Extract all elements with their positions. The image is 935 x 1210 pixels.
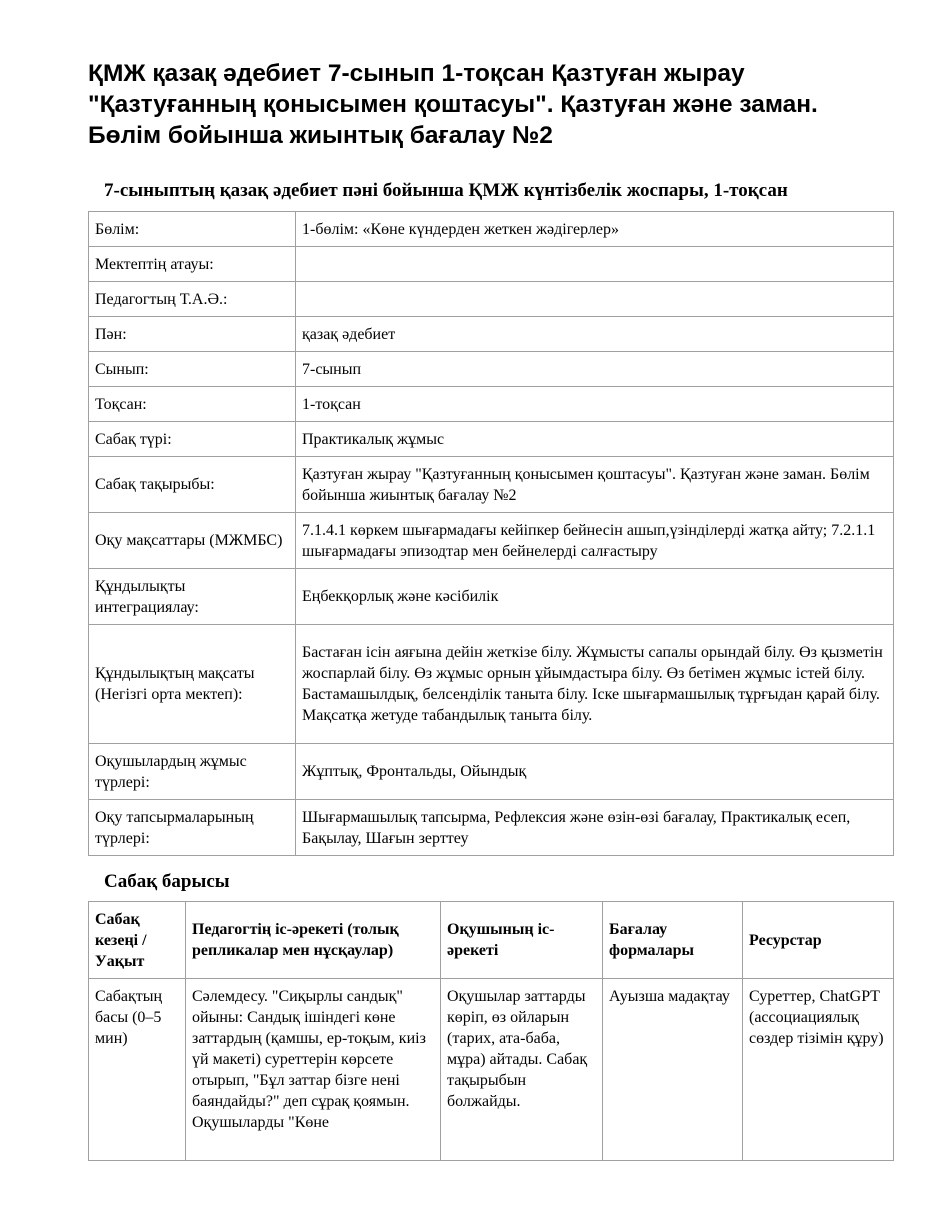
header-resources: Ресурстар bbox=[743, 902, 894, 979]
info-row-learning-objectives bbox=[89, 513, 894, 569]
resources: Суреттер, ChatGPT (ассоциациялық сөздер тізімін құру) bbox=[743, 979, 894, 1161]
teacher-activity: Сәлемдесу. "Сиқырлы сандық" ойыны: Сандық ішіндегі көне заттардың (қамшы, ер-тоқым, киіз үй макеті) суреттерін көрсете отырып, "Бұл заттар бізге нені баяндайды?" деп сұрақ қоямын. Оқушыларды "Көне bbox=[186, 979, 441, 1161]
info-row-value-goal bbox=[89, 625, 894, 744]
info-label: Тоқсан: bbox=[89, 387, 296, 422]
info-row-lesson-type bbox=[89, 422, 894, 457]
info-value: Жұптық, Фронтальды, Ойындық bbox=[296, 744, 894, 800]
info-label: Оқу тапсырмаларының түрлері: bbox=[89, 800, 296, 856]
info-row-task-types bbox=[89, 800, 894, 856]
header-student-activity: Оқушының іс-әрекеті bbox=[441, 902, 603, 979]
info-row-subject bbox=[89, 317, 894, 352]
info-label: Оқу мақсаттары (МЖМБС) bbox=[89, 513, 296, 569]
header-teacher-activity: Педагогтің іс-әрекеті (толық репликалар мен нұсқаулар) bbox=[186, 902, 441, 979]
assessment-form: Ауызша мадақтау bbox=[603, 979, 743, 1161]
header-stage: Сабақ кезеңі / Уақыт bbox=[89, 902, 186, 979]
info-row-work-types bbox=[89, 744, 894, 800]
lesson-row bbox=[89, 979, 894, 1161]
header-assessment: Бағалау формалары bbox=[603, 902, 743, 979]
info-row-school bbox=[89, 247, 894, 282]
info-row-value-integration bbox=[89, 569, 894, 625]
info-label: Пән: bbox=[89, 317, 296, 352]
info-value: Еңбекқорлық және кәсібилік bbox=[296, 569, 894, 625]
lesson-progress-heading: Сабақ барысы bbox=[104, 871, 230, 892]
student-activity: Оқушылар заттарды көріп, өз ойларын (тарих, ата-баба, мұра) айтады. Сабақ тақырыбын болжайды. bbox=[441, 979, 603, 1161]
info-row-grade bbox=[89, 352, 894, 387]
info-label: Сабақ түрі: bbox=[89, 422, 296, 457]
info-value: 7-сынып bbox=[296, 352, 894, 387]
info-label: Мектептің атауы: bbox=[89, 247, 296, 282]
info-value: 1-тоқсан bbox=[296, 387, 894, 422]
info-value: Қазтуған жырау "Қазтуғанның қонысымен қоштасуы". Қазтуған және заман. Бөлім бойынша жиынтық бағалау №2 bbox=[296, 457, 894, 513]
info-value: Бастаған ісін аяғына дейін жеткізе білу. Жұмысты сапалы орындай білу. Өз қызметін жоспарлай білу. Өз жұмыс орнын ұйымдастыра білу. Өз бетімен жұмыс істей білу. Бастамашылдық, белсенділік таныта білу. Іске шығармашылық тұрғыдан қарай білу. Мақсатқа жетуде табандылық таныта білу. bbox=[296, 625, 894, 744]
info-label: Құндылықтың мақсаты (Негізгі орта мектеп): bbox=[89, 625, 296, 744]
info-label: Сабақ тақырыбы: bbox=[89, 457, 296, 513]
info-label: Бөлім: bbox=[89, 212, 296, 247]
document-title: ҚМЖ қазақ әдебиет 7-сынып 1-тоқсан Қазтуған жырау "Қазтуғанның қонысымен қоштасуы". Қазтуған және заман. Бөлім бойынша жиынтық бағалау №2 bbox=[88, 60, 818, 149]
info-label: Оқушылардың жұмыс түрлері: bbox=[89, 744, 296, 800]
info-value bbox=[296, 247, 894, 282]
info-label: Құндылықты интеграциялау: bbox=[89, 569, 296, 625]
info-value: Практикалық жұмыс bbox=[296, 422, 894, 457]
info-row-lesson-topic bbox=[89, 457, 894, 513]
info-value bbox=[296, 282, 894, 317]
lesson-info-table bbox=[88, 211, 894, 856]
info-row-quarter bbox=[89, 387, 894, 422]
info-row-section bbox=[89, 212, 894, 247]
lesson-stage: Сабақтың басы (0–5 мин) bbox=[89, 979, 186, 1161]
lesson-header-row bbox=[89, 902, 894, 979]
info-label: Педагогтың Т.А.Ә.: bbox=[89, 282, 296, 317]
info-value: 7.1.4.1 көркем шығармадағы кейіпкер бейнесін ашып,үзінділерді жатқа айту; 7.2.1.1 шығармадағы эпизодтар мен бейнелерді салғастыру bbox=[296, 513, 894, 569]
lesson-progress-table bbox=[88, 901, 894, 1161]
info-row-teacher bbox=[89, 282, 894, 317]
info-value: 1-бөлім: «Көне күндерден жеткен жәдігерлер» bbox=[296, 212, 894, 247]
plan-subtitle: 7-сыныптың қазақ әдебиет пәні бойынша ҚМЖ күнтізбелік жоспары, 1-тоқсан bbox=[104, 180, 788, 201]
info-value: Шығармашылық тапсырма, Рефлексия және өзін-өзі бағалау, Практикалық есеп, Бақылау, Шағын зерттеу bbox=[296, 800, 894, 856]
info-label: Сынып: bbox=[89, 352, 296, 387]
info-value: қазақ әдебиет bbox=[296, 317, 894, 352]
